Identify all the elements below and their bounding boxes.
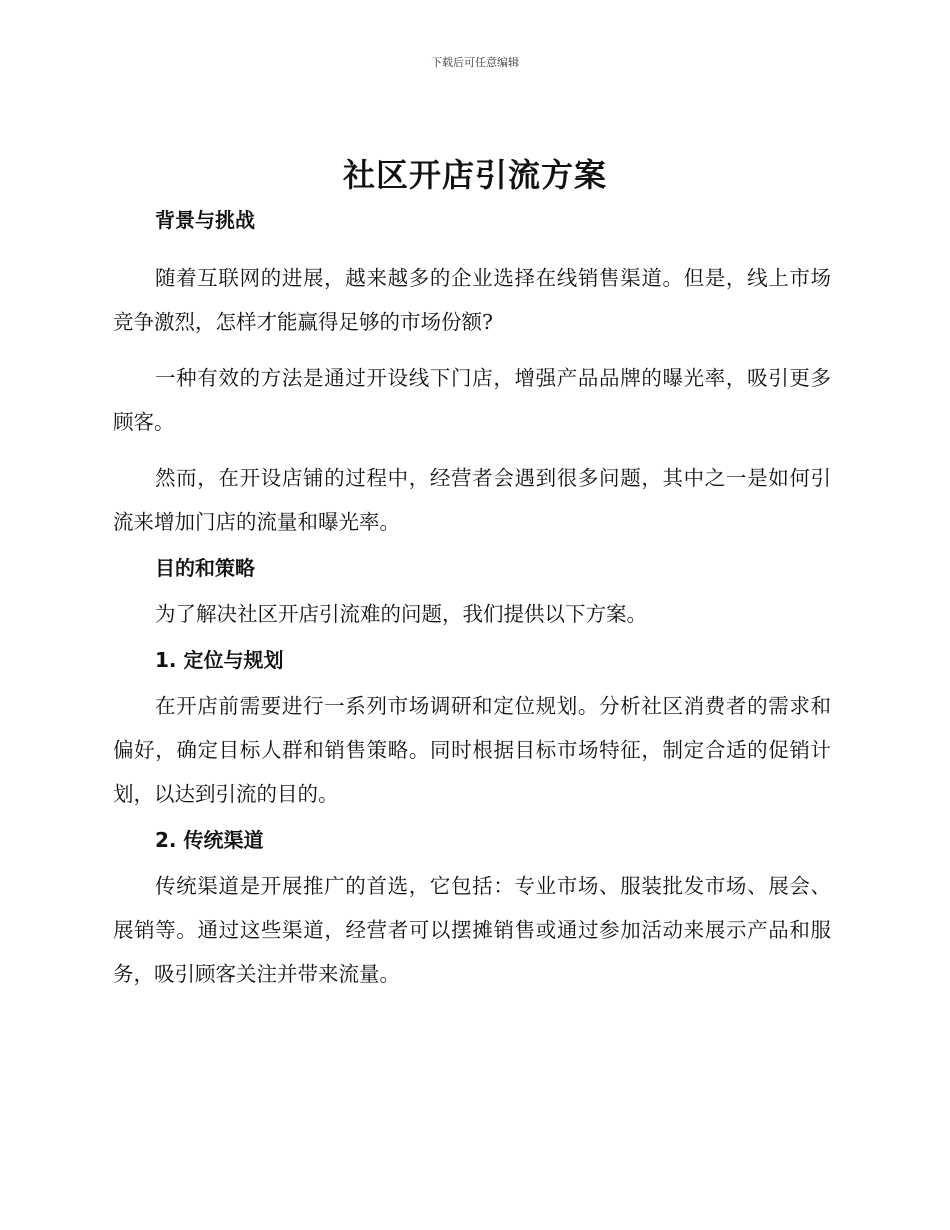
paragraph: 传统渠道是开展推广的首选，它包括：专业市场、服装批发市场、展会、展销等。通过这些渠道，经营者可以摆摊销售或通过参加活动来展示产品和服务，吸引顾客关注并带来流量。 — [113, 874, 831, 986]
section-heading: 目的和策略 — [155, 556, 255, 580]
document-title: 社区开店引流方案 — [342, 156, 607, 194]
paragraph: 在开店前需要进行一系列市场调研和定位规划。分析社区消费者的需求和偏好，确定目标人群和销售策略。同时根据目标市场特征，制定合适的促销计划，以达到引流的目的。 — [113, 694, 831, 806]
section-heading: 2. 传统渠道 — [155, 828, 264, 852]
section-heading: 1. 定位与规划 — [155, 648, 284, 672]
paragraph: 随着互联网的进展，越来越多的企业选择在线销售渠道。但是，线上市场竞争激烈，怎样才能赢得足够的市场份额? — [113, 266, 831, 334]
document-body — [113, 205, 831, 996]
paragraph: 一种有效的方法是通过开设线下门店，增强产品品牌的曝光率，吸引更多顾客。 — [113, 366, 831, 434]
section-heading: 背景与挑战 — [155, 208, 255, 232]
paragraph: 然而，在开设店铺的过程中，经营者会遇到很多问题，其中之一是如何引流来增加门店的流量和曝光率。 — [113, 466, 831, 534]
page-header-note: 下载后可任意编辑 — [431, 56, 519, 69]
paragraph: 为了解决社区开店引流难的问题，我们提供以下方案。 — [155, 602, 647, 626]
